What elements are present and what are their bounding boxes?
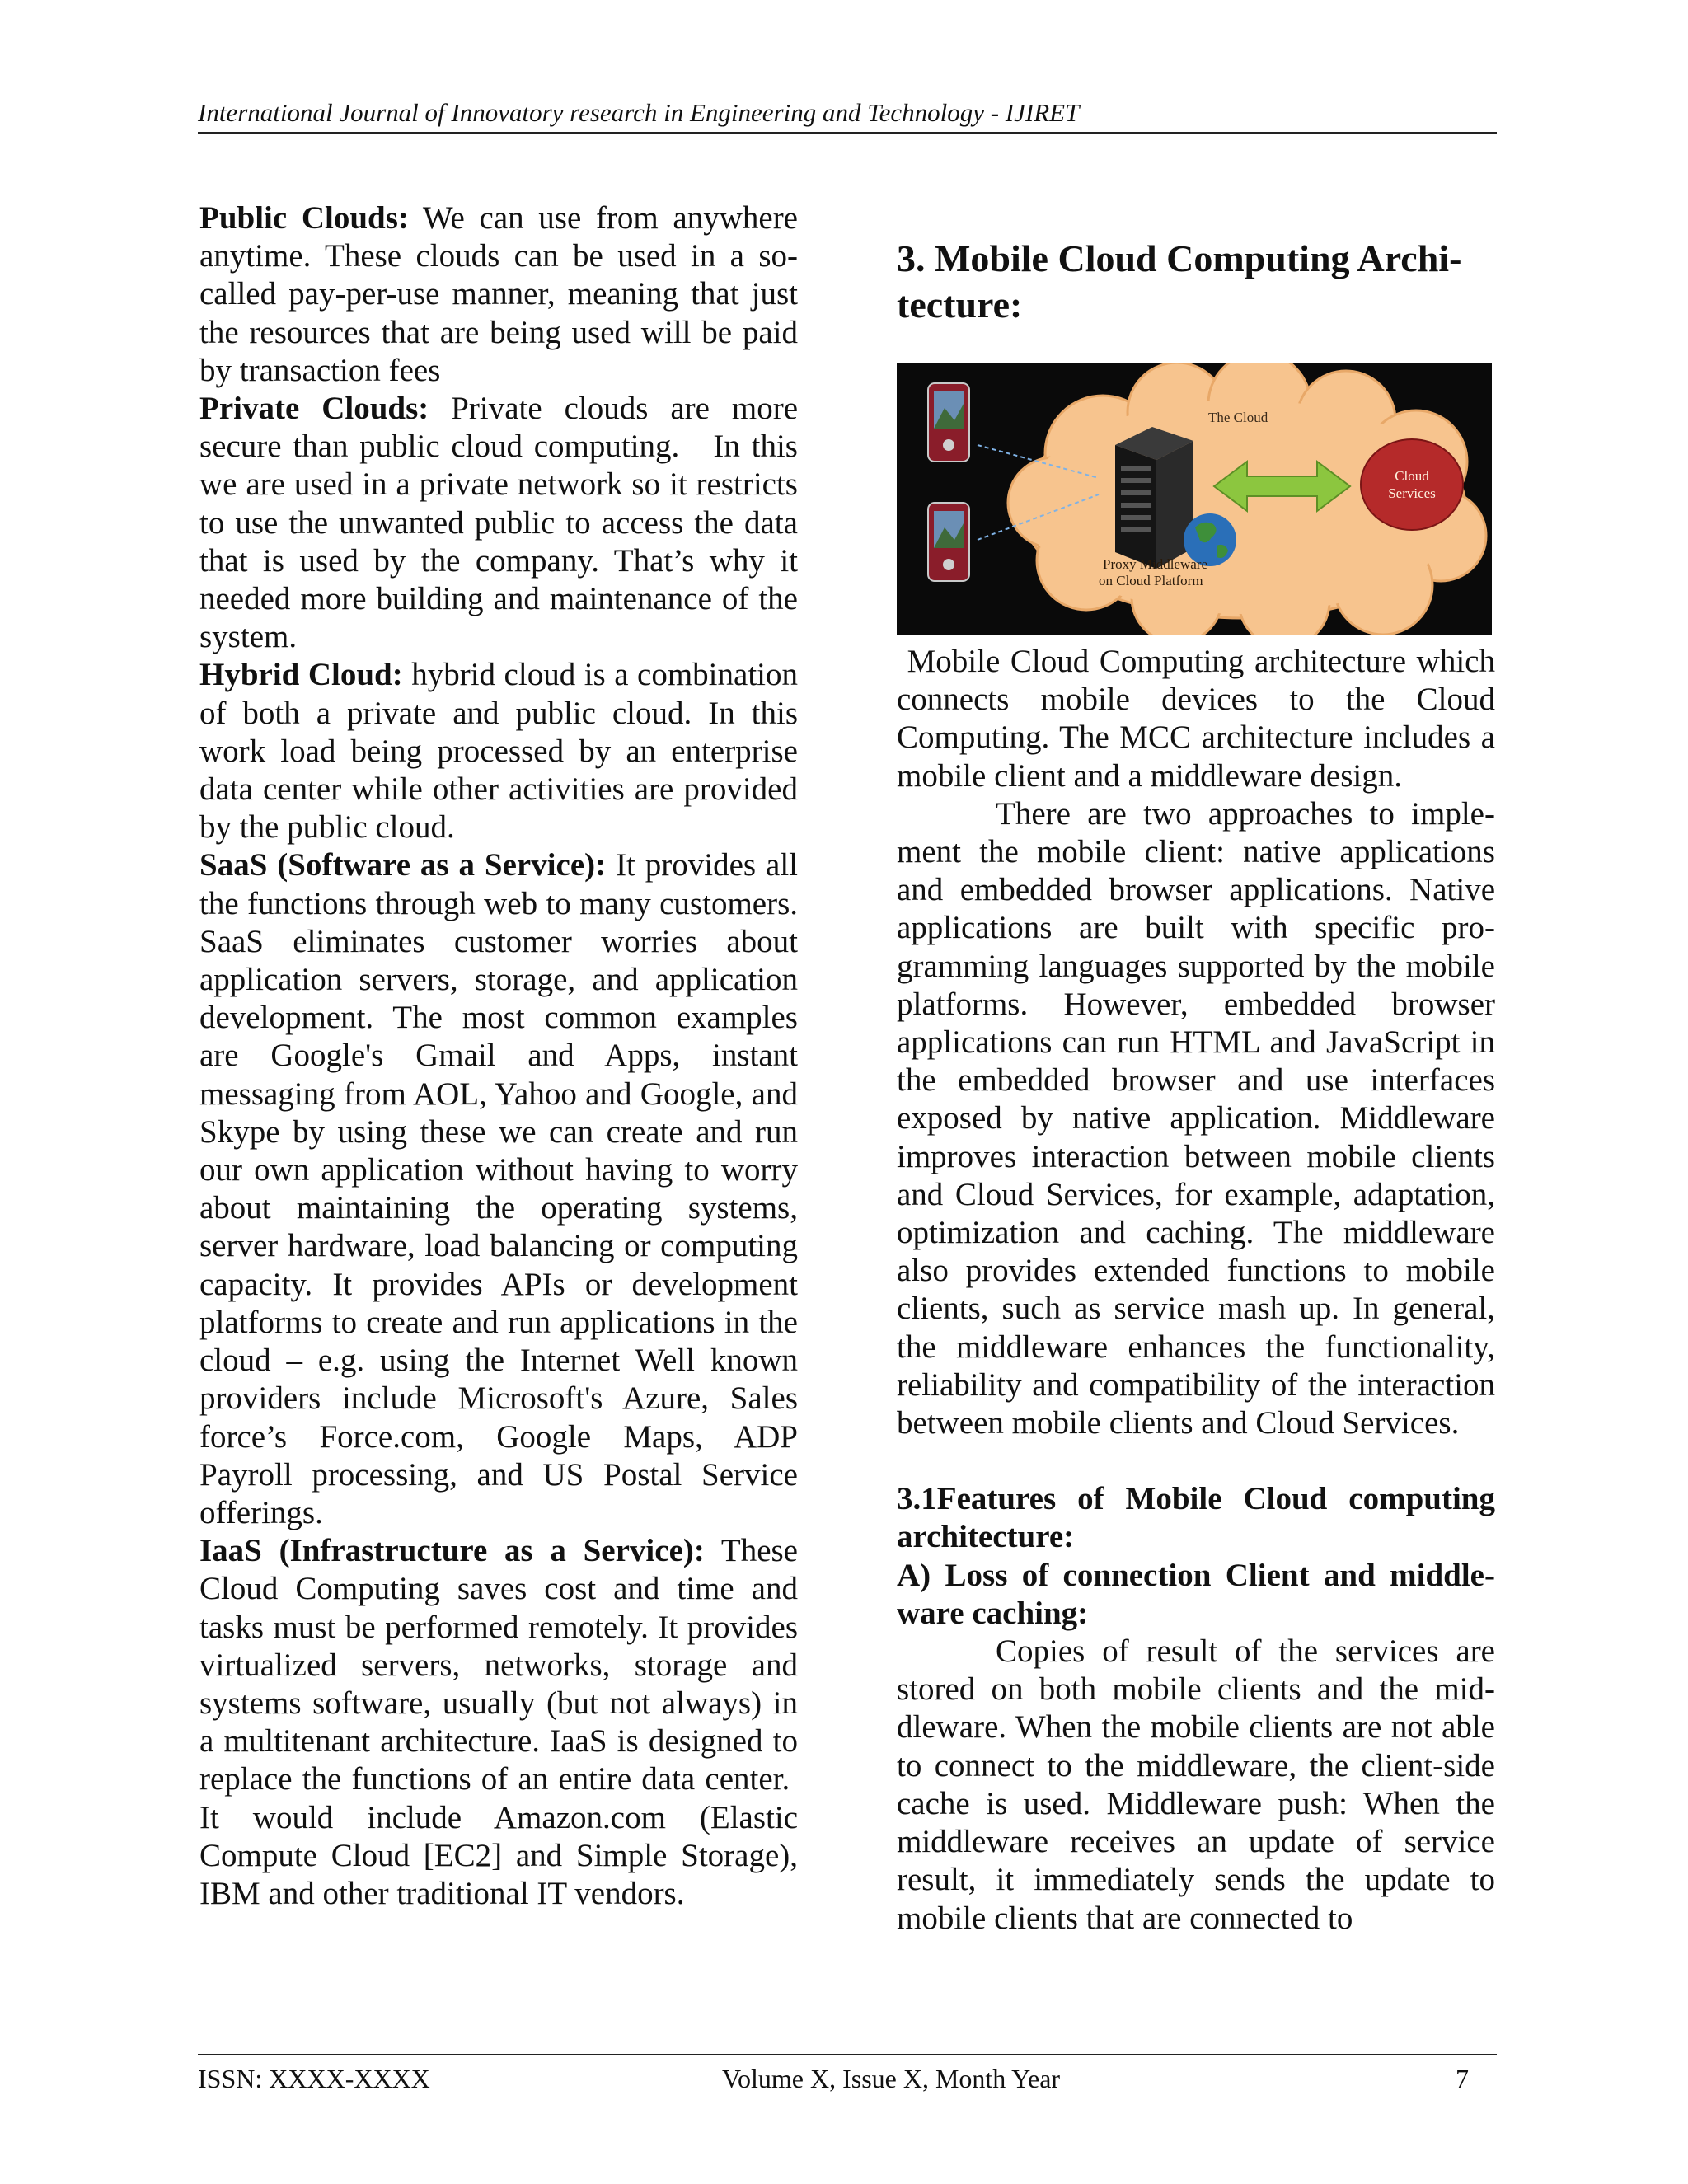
page-number: 7 <box>1456 2064 1469 2093</box>
iaas-paragraph <box>199 1532 798 1913</box>
mobile-phone-icon <box>928 503 969 581</box>
middleware-label-line1: Proxy Middleware <box>1103 556 1208 572</box>
saas-text: It provides all the functions through web to many customers. SaaS eliminates customer worries about application servers, storage, and application development. The most common examples are Google's Gmail and Apps, instant messaging from AOL, Yahoo and Google, and Skype by using these we can create and run our own application without having to worry about maintaining the operating systems, server hardware, load balancing or computing capacity. It provides APIs or development platforms to create and run applications in the cloud – e.g. using the Internet Well known providers include Microsoft's Azure, Sales force’s Force.com, Google Maps, ADP Payroll processing, and US Postal Service offerings. <box>199 847 798 1530</box>
private-clouds-paragraph <box>199 390 798 656</box>
public-clouds-text: We can use from anywhere anytime. These clouds can be used in a socalled pay-per-use manner, meaning that just the resources that are being used will be paid by transaction fees <box>199 200 798 388</box>
saas-paragraph <box>199 846 798 1532</box>
approaches-paragraph: There are two approaches to implement the mobile client: native applications and embedded browser applications. Native applications are built with specific programming languages supported by the mobile platforms. However, embedded browser applications can run HTML and JavaScript in the embedded browser and use interfaces exposed by native application. Middleware improves interaction between mobile clients and Cloud Services, for example, adaptation, optimization and caching. The middleware also provides extended functions to mobile clients, such as service mash up. In general, the middleware enhances the functionality, reliability and compatibility of the interaction between mobile clients and Cloud Services. <box>897 795 1495 1441</box>
left-column <box>199 199 798 1913</box>
caption-paragraph: Mobile Cloud Computing architecture which connects mobile devices to the Cloud Computing. The MCC architecture includes a mobile client and a middleware design. <box>897 644 1495 794</box>
hybrid-cloud-paragraph <box>199 656 798 846</box>
middleware-label-line2: on Cloud Platform <box>1099 573 1203 588</box>
features-heading: 3.1Features of Mobile Cloud computing architecture: <box>897 1481 1495 1555</box>
term-private-clouds: Private Clouds: <box>199 391 429 427</box>
server-icon <box>1115 427 1193 569</box>
public-clouds-paragraph <box>199 199 798 390</box>
iaas-text: These Cloud Computing saves cost and time and tasks must be performed remotely. It provides virtualized servers, networks, storage and systems software, usually (but not always) in a multitenant architecture. IaaS is designed to replace the functions of an entire data center. It would include Amazon.com (Elastic Compute Cloud [EC2] and Simple Storage), IBM and other traditional IT vendors. <box>199 1533 798 1911</box>
paragraph-spacer <box>897 1442 1495 1480</box>
term-saas: SaaS (Software as a Service): <box>199 847 607 883</box>
cloud-services-circle <box>1361 439 1463 530</box>
architecture-diagram <box>897 363 1492 635</box>
term-public-clouds: Public Clouds: <box>199 200 409 236</box>
caching-subheading: A) Loss of connection Client and middleware caching: <box>897 1557 1495 1631</box>
journal-title: International Journal of Innovatory research in Engineering and Technology - IJIRET <box>198 98 1080 127</box>
architecture-figure <box>897 363 1492 635</box>
journal-header <box>198 97 1497 134</box>
right-column <box>897 643 1495 1938</box>
services-label-line1: Cloud <box>1395 468 1429 484</box>
cloud-label: The Cloud <box>1208 410 1268 425</box>
page-footer <box>198 2054 1497 2093</box>
footer-issn: ISSN: XXXX-XXXX <box>198 2064 430 2093</box>
mobile-phone-icon <box>928 383 969 462</box>
private-clouds-text: Private clouds are more secure than public cloud computing. In this we are used in a private network so it restricts to use the unwanted public to access the data that is used by the company. That’s why it needed more building and maintenance of the system. <box>199 391 799 655</box>
section-heading: 3. Mobile Cloud Computing Architecture: <box>897 237 1462 326</box>
term-iaas: IaaS (Infrastructure as a Service): <box>199 1533 705 1569</box>
footer-volume: Volume X, Issue X, Month Year <box>722 2064 1061 2093</box>
caching-paragraph: Copies of result of the services are stored on both mobile clients and the middleware. When the mobile clients are not able to connect to the middleware, the client-side cache is used. Middleware push: When the middleware receives an update of service result, it immediately sends the update to mobile clients that are connected to <box>897 1633 1495 1936</box>
term-hybrid-cloud: Hybrid Cloud: <box>199 657 403 693</box>
services-label-line2: Services <box>1388 485 1436 501</box>
hybrid-cloud-text: hybrid cloud is a combination of both a private and public cloud. In this work load being processed by an enterprise data center while other activities are provided by the public cloud. <box>199 657 798 846</box>
